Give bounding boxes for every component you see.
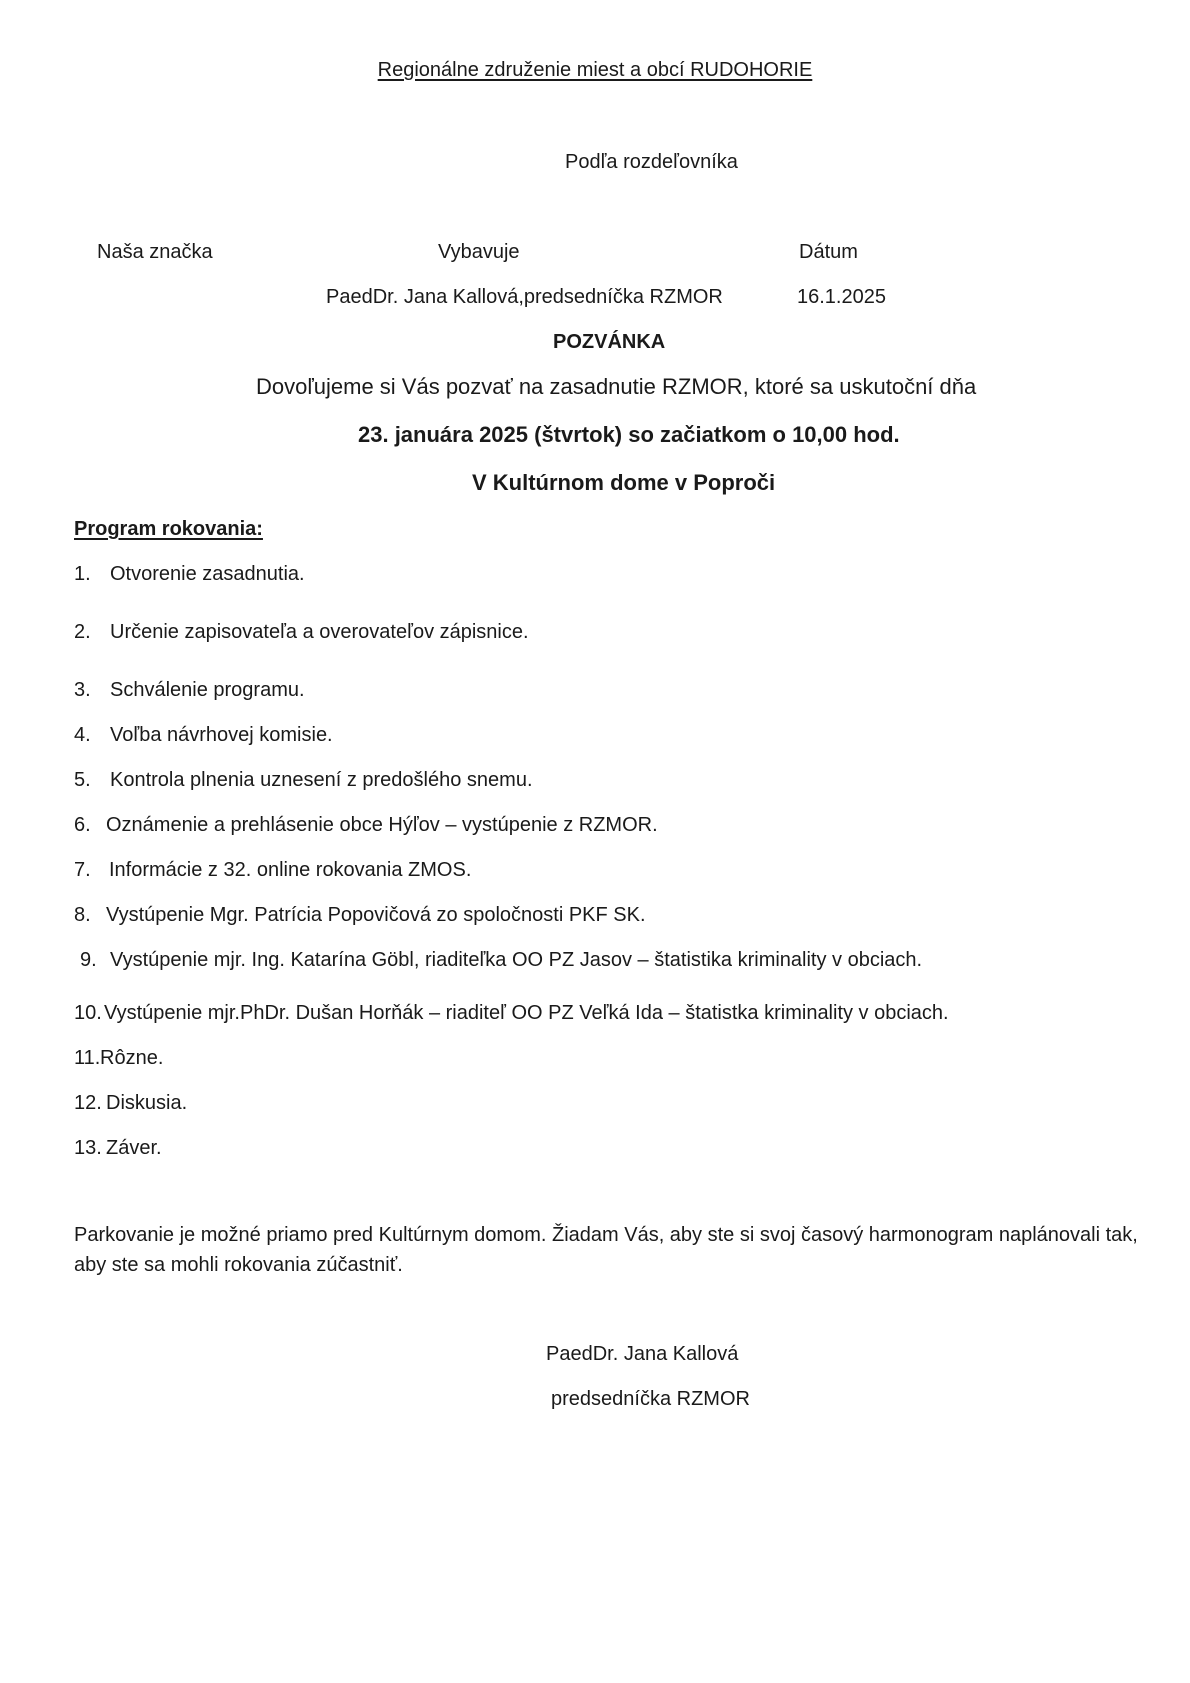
agenda-item-number: 6. [74, 814, 91, 836]
agenda-heading: Program rokovania: [74, 518, 263, 540]
agenda-item-text: Záver. [106, 1137, 162, 1159]
agenda-item-text: Informácie z 32. online rokovania ZMOS. [109, 859, 472, 881]
agenda-item-text: Vystúpenie mjr.PhDr. Dušan Horňák – riaditeľ OO PZ Veľká Ida – štatistka kriminality v obciach. [104, 1002, 949, 1024]
signature-title: predsedníčka RZMOR [551, 1388, 750, 1410]
agenda-item-number: 1. [74, 563, 91, 585]
agenda-item-number: 5. [74, 769, 91, 791]
handled-by-value: PaedDr. Jana Kallová,predsedníčka RZMOR [326, 286, 723, 308]
agenda-item-text: Určenie zapisovateľa a overovateľov zápisnice. [110, 621, 529, 643]
agenda-item [74, 1001, 949, 1025]
agenda-item-number: 4. [74, 724, 91, 746]
agenda-item-text: Kontrola plnenia uznesení z predošlého snemu. [110, 769, 533, 791]
agenda-item-text: Diskusia. [106, 1092, 188, 1114]
agenda-item-text: Vystúpenie Mgr. Patrícia Popovičová zo spoločnosti PKF SK. [106, 904, 646, 926]
agenda-item [74, 678, 305, 702]
agenda-item [74, 1136, 162, 1160]
invitation-title: POZVÁNKA [553, 331, 666, 353]
agenda-item [74, 903, 646, 927]
agenda-item-number: 3. [74, 679, 91, 701]
agenda-item-number: 10. [74, 1002, 102, 1024]
agenda-item [74, 723, 333, 747]
agenda-item [74, 562, 305, 586]
handled-by-label: Vybavuje [438, 241, 520, 263]
agenda-item-text: Voľba návrhovej komisie. [110, 724, 333, 746]
agenda-item-number: 7. [74, 859, 91, 881]
parking-note: Parkovanie je možné priamo pred Kultúrnym domom. Žiadam Vás, aby ste si svoj časový harmonogram naplánovali tak, aby ste sa mohli rokovania zúčastniť. [74, 1224, 1138, 1276]
agenda-item-number: 2. [74, 621, 91, 643]
agenda-item-text: Vystúpenie mjr. Ing. Katarína Göbl, riaditeľka OO PZ Jasov – štatistika kriminality v obciach. [110, 949, 923, 971]
agenda-item-number: 11. [74, 1047, 101, 1069]
agenda-item [80, 948, 922, 972]
date-value: 16.1.2025 [797, 286, 886, 308]
agenda-item [74, 768, 533, 792]
agenda-item [74, 620, 529, 644]
agenda-item-text: Otvorenie zasadnutia. [110, 563, 305, 585]
meeting-datetime: 23. januára 2025 (štvrtok) so začiatkom o 10,00 hod. [358, 422, 900, 447]
date-label: Dátum [799, 241, 858, 263]
recipient-line: Podľa rozdeľovníka [565, 151, 738, 173]
agenda-item [74, 858, 471, 882]
agenda-item-number: 13. [74, 1137, 102, 1159]
invitation-intro: Dovoľujeme si Vás pozvať na zasadnutie RZMOR, ktoré sa uskutoční dňa [256, 374, 977, 399]
agenda-item-text: Rôzne. [100, 1047, 164, 1069]
organization-name: Regionálne združenie miest a obcí RUDOHORIE [377, 59, 813, 81]
agenda-item-number: 8. [74, 904, 91, 926]
agenda-item-text: Oznámenie a prehlásenie obce Hýľov – vystúpenie z RZMOR. [106, 814, 658, 836]
agenda-item [74, 813, 658, 837]
agenda-item [74, 1091, 187, 1115]
agenda-item [74, 1046, 163, 1070]
agenda-item-text: Schválenie programu. [110, 679, 305, 701]
meeting-venue: V Kultúrnom dome v Poproči [472, 470, 776, 495]
agenda-item-number: 12. [74, 1092, 102, 1114]
our-reference-label: Naša značka [97, 241, 213, 263]
signature-name: PaedDr. Jana Kallová [546, 1343, 739, 1365]
agenda-item-number: 9. [80, 949, 97, 971]
